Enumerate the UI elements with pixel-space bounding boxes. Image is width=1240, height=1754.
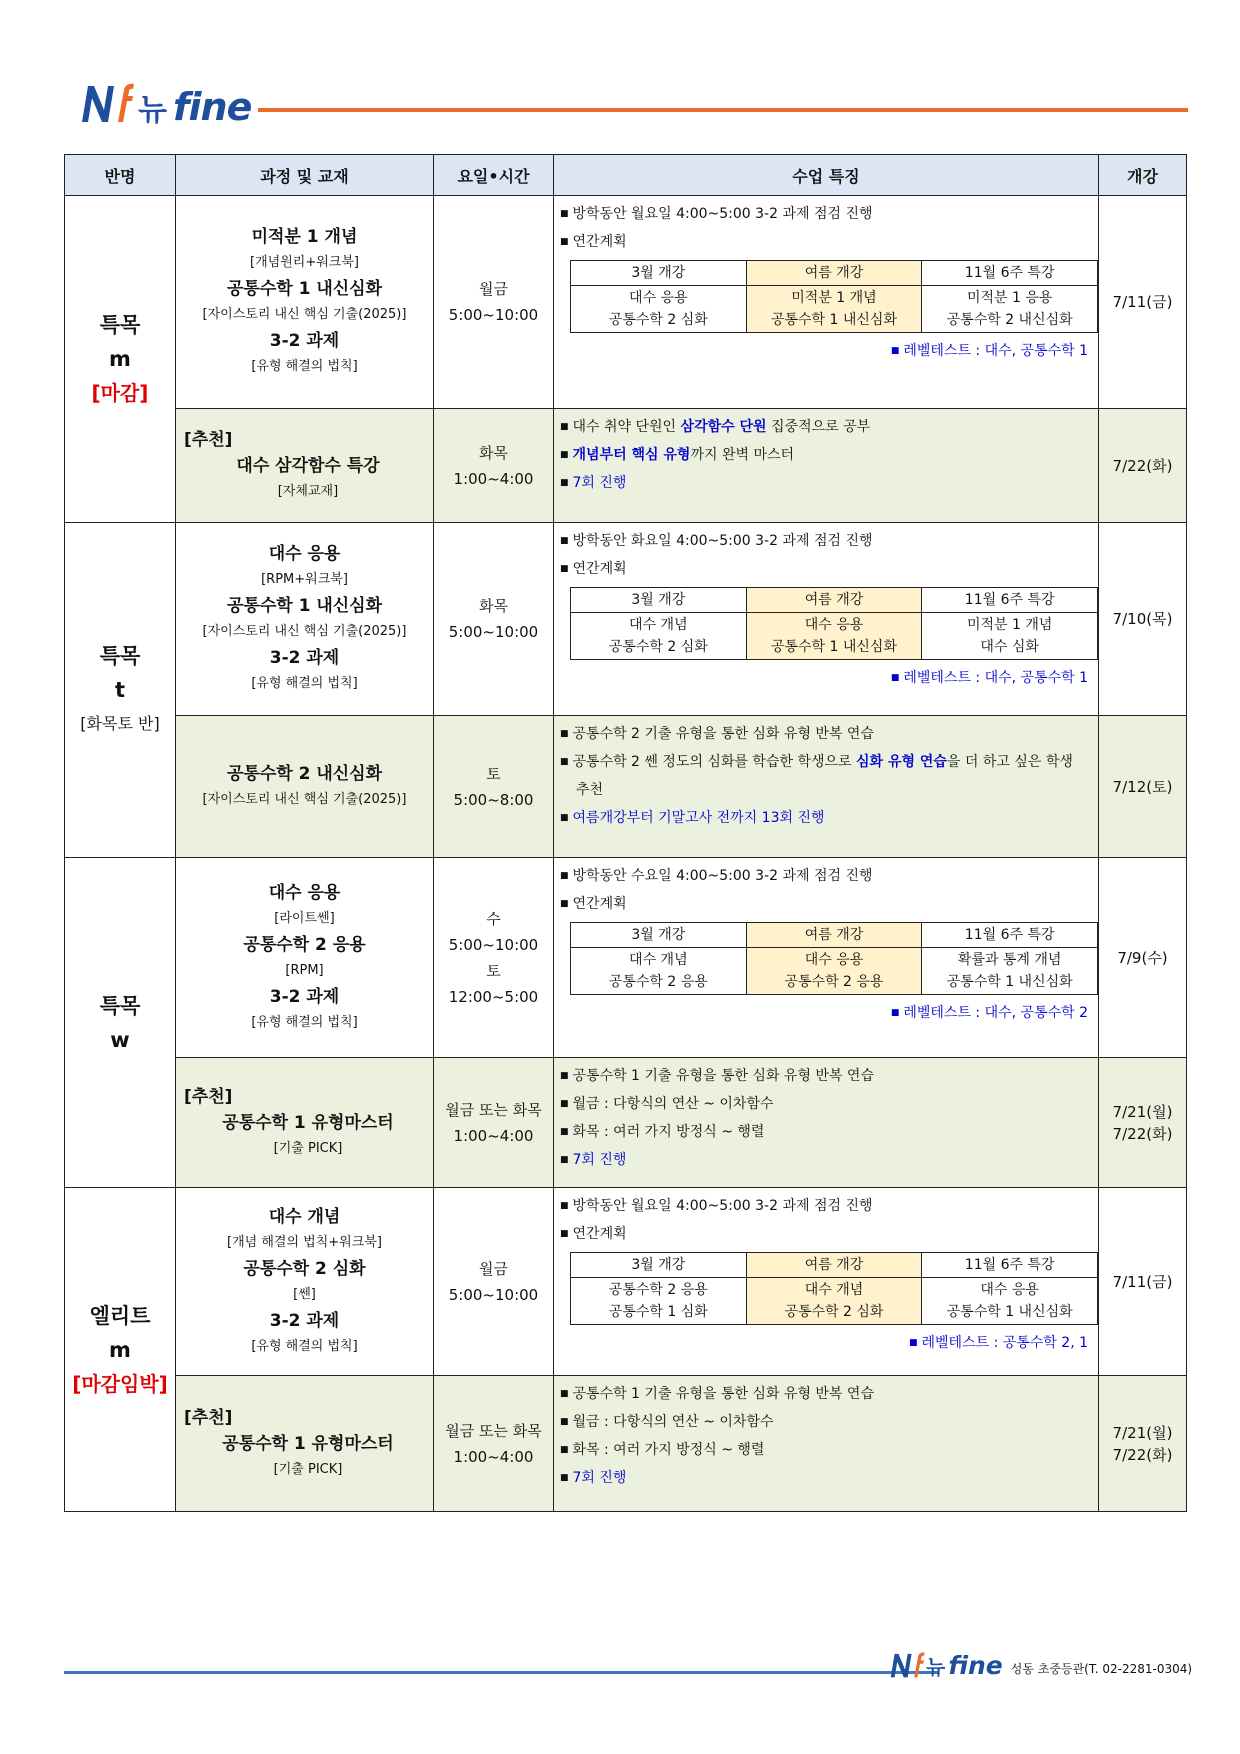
recommend-label: [추천] — [184, 429, 233, 450]
open-date-cell — [1099, 1188, 1187, 1376]
textbook-name: [유형 해결의 법칙] — [251, 1338, 358, 1354]
course-title: 3-2 과제 — [269, 1310, 340, 1331]
feature-bullet: ■ 연간계획 — [560, 1220, 1092, 1248]
table-row — [65, 196, 1187, 409]
feature-text: 추천 — [576, 782, 604, 798]
feature-cell — [554, 1058, 1099, 1188]
class-status-tag: [마감임박] — [72, 1371, 168, 1396]
plan-header-cell: 11월 6주 특강 — [922, 261, 1098, 286]
open-date-cell — [1099, 858, 1187, 1058]
footer-nf-logo-mark — [888, 1650, 926, 1680]
textbook-name: [자이스토리 내신 핵심 기출(2025)] — [202, 791, 407, 807]
time-cell — [434, 1058, 554, 1188]
plan-body-cell — [746, 286, 922, 333]
open-date-cell — [1099, 716, 1187, 858]
feature-bullet — [560, 1118, 1092, 1146]
open-date: 7/21(월) — [1112, 1102, 1173, 1121]
class-code: t — [114, 678, 126, 702]
plan-header-cell: 3월 개강 — [571, 261, 747, 286]
table-row — [65, 523, 1187, 716]
feature-text: 을 더 하고 싶은 학생 — [946, 754, 1073, 770]
class-name-cell — [65, 858, 176, 1188]
plan-header-cell: 여름 개강 — [746, 588, 922, 613]
plan-subject: 대수 심화 — [980, 639, 1039, 655]
plan-subject: 대수 응용 — [629, 290, 688, 306]
time-cell — [434, 523, 554, 716]
time-line: 토 — [486, 961, 501, 980]
feature-cell — [554, 716, 1099, 858]
plan-body-cell — [571, 1278, 747, 1325]
footer-brand-en: fine — [948, 1651, 1003, 1680]
feature-text: 까지 완벽 마스터 — [690, 447, 795, 463]
course-title: 공통수학 2 내신심화 — [226, 763, 383, 784]
feature-bullet: ■ 방학동안 수요일 4:00~5:00 3-2 과제 점검 진행 — [560, 862, 1092, 890]
plan-body-row — [571, 1278, 1098, 1325]
plan-subject: 공통수학 2 내신심화 — [946, 312, 1073, 328]
plan-subject: 대수 개념 — [629, 952, 688, 968]
class-name: 특목 — [99, 644, 141, 668]
feature-bullet — [560, 1436, 1092, 1464]
time-line: 월금 또는 화목 — [445, 1421, 542, 1440]
time-cell — [434, 1188, 554, 1376]
feature-bullet — [560, 776, 1092, 804]
class-status-tag: [화목토 반] — [80, 714, 160, 733]
table-row — [65, 1058, 1187, 1188]
plan-subject: 공통수학 1 내신심화 — [946, 1304, 1073, 1320]
open-date: 7/12(토) — [1112, 777, 1173, 796]
open-date-cell — [1099, 196, 1187, 409]
plan-subject: 공통수학 1 내신심화 — [770, 639, 897, 655]
plan-header-row — [571, 1253, 1098, 1278]
plan-header-cell: 11월 6주 특강 — [922, 1253, 1098, 1278]
textbook-name: [라이트쎈] — [274, 910, 335, 926]
time-line: 5:00~10:00 — [448, 935, 539, 954]
textbook-name: [쎈] — [293, 1286, 316, 1302]
time-cell — [434, 409, 554, 523]
plan-subject: 대수 응용 — [804, 617, 864, 633]
class-name-cell — [65, 1188, 176, 1512]
textbook-name: [자이스토리 내신 핵심 기출(2025)] — [202, 624, 407, 639]
time-line: 5:00~8:00 — [453, 790, 534, 809]
time-cell — [434, 1376, 554, 1512]
textbook-name: [유형 해결의 법칙] — [251, 1014, 358, 1030]
table-row — [65, 716, 1187, 858]
feature-bullet — [560, 1464, 1092, 1492]
plan-header-cell: 3월 개강 — [571, 1253, 747, 1278]
feature-text: 공통수학 2 기출 유형을 통한 심화 유형 반복 연습 — [572, 726, 874, 742]
plan-subject: 공통수학 1 내신심화 — [946, 974, 1073, 990]
annual-plan-table — [570, 1252, 1098, 1325]
plan-header-cell: 3월 개강 — [571, 923, 747, 948]
header-time: 요일•시간 — [434, 155, 554, 196]
feature-bullet: ■ 연간계획 — [560, 555, 1092, 583]
plan-subject: 공통수학 1 내신심화 — [770, 312, 897, 328]
plan-body-cell — [922, 286, 1098, 333]
open-date: 7/22(화) — [1112, 1124, 1173, 1143]
table-row — [65, 858, 1187, 1058]
plan-body-row — [571, 286, 1098, 333]
feature-text: 월금 : 다항식의 연산 ~ 이차함수 — [572, 1096, 774, 1112]
open-date-cell — [1099, 1058, 1187, 1188]
course-title: 대수 개념 — [268, 1206, 341, 1227]
plan-body-row — [571, 948, 1098, 995]
feature-cell — [554, 196, 1099, 409]
open-date: 7/22(화) — [1112, 1445, 1173, 1464]
course-cell — [176, 1376, 434, 1512]
feature-text: 화목 : 여러 가지 방정식 ~ 행렬 — [572, 1442, 765, 1458]
table-row — [65, 1376, 1187, 1512]
time-cell — [434, 196, 554, 409]
textbook-name: [유형 해결의 법칙] — [251, 676, 358, 691]
brand-en: fine — [172, 85, 252, 129]
feature-text: 7회 진행 — [572, 1152, 627, 1168]
class-name-cell — [65, 196, 176, 523]
feature-cell — [554, 1376, 1099, 1512]
level-test-note: ■ 레벨테스트 : 대수, 공통수학 2 — [560, 1001, 1092, 1025]
time-line: 5:00~10:00 — [448, 1285, 539, 1304]
plan-subject: 미적분 1 개념 — [791, 290, 877, 306]
plan-body-cell — [746, 948, 922, 995]
plan-body-cell — [746, 613, 922, 660]
header-class: 반명 — [65, 155, 176, 196]
course-cell — [176, 523, 434, 716]
open-date: 7/21(월) — [1112, 1423, 1173, 1442]
plan-subject: 공통수학 2 응용 — [608, 1282, 708, 1298]
class-name-cell — [65, 523, 176, 858]
time-line: 화목 — [479, 443, 508, 462]
plan-subject: 대수 응용 — [804, 952, 864, 968]
feature-text: 집중적으로 공부 — [766, 419, 871, 435]
time-line: 1:00~4:00 — [453, 469, 534, 488]
course-cell — [176, 858, 434, 1058]
time-line: 월금 또는 화목 — [445, 1100, 542, 1119]
class-name: 특목 — [99, 993, 141, 1018]
schedule-body — [65, 196, 1187, 1512]
textbook-name: [기출 PICK] — [273, 1140, 343, 1156]
course-cell — [176, 409, 434, 523]
textbook-name: [기출 PICK] — [273, 1461, 343, 1477]
course-title: 대수 응용 — [268, 544, 341, 564]
open-date: 7/10(목) — [1112, 610, 1173, 628]
plan-subject: 공통수학 1 심화 — [608, 1304, 708, 1320]
brand-logo — [78, 76, 252, 129]
class-code: m — [109, 347, 131, 371]
footer-branch-name: 성동 초중등관 — [1010, 1662, 1085, 1676]
feature-text: 개념부터 핵심 유형 — [572, 447, 691, 463]
course-title: 공통수학 1 내신심화 — [226, 279, 383, 299]
course-cell — [176, 196, 434, 409]
level-test-note: ■ 레벨테스트 : 공통수학 2, 1 — [560, 1331, 1092, 1355]
plan-body-row — [571, 613, 1098, 660]
course-title: 공통수학 2 심화 — [243, 1258, 366, 1279]
feature-text: 7회 진행 — [572, 1470, 627, 1486]
feature-bullet — [560, 469, 1092, 497]
annual-plan-table — [570, 922, 1098, 995]
feature-cell — [554, 523, 1099, 716]
plan-body-cell — [922, 948, 1098, 995]
time-line: 5:00~10:00 — [448, 306, 539, 324]
plan-header-cell: 11월 6주 특강 — [922, 923, 1098, 948]
time-line: 수 — [486, 909, 501, 928]
time-line: 월금 — [479, 1259, 508, 1278]
class-code: w — [110, 1027, 130, 1052]
page-header — [78, 70, 1188, 130]
footer-brand-ko: 뉴 — [926, 1655, 946, 1679]
table-header-row — [65, 155, 1187, 196]
table-row — [65, 1188, 1187, 1376]
feature-bullet: ■ 방학동안 월요일 4:00~5:00 3-2 과제 점검 진행 — [560, 1192, 1092, 1220]
feature-bullet — [560, 1380, 1092, 1408]
header-feature: 수업 특징 — [554, 155, 1099, 196]
class-name: 엘리트 — [89, 1303, 151, 1328]
open-date: 7/9(수) — [1117, 948, 1168, 967]
feature-text: 대수 취약 단원인 — [572, 419, 681, 435]
plan-header-cell: 3월 개강 — [571, 588, 747, 613]
time-cell — [434, 858, 554, 1058]
textbook-name: [RPM+워크북] — [261, 572, 348, 587]
feature-text: 삼각함수 단원 — [680, 419, 767, 435]
level-test-note: ■ 레벨테스트 : 대수, 공통수학 1 — [560, 339, 1092, 363]
textbook-name: [RPM] — [285, 962, 324, 978]
open-date: 7/11(금) — [1112, 1272, 1173, 1291]
course-cell — [176, 1058, 434, 1188]
course-cell — [176, 1188, 434, 1376]
feature-text: 공통수학 1 기출 유형을 통한 심화 유형 반복 연습 — [572, 1068, 874, 1084]
plan-header-cell: 여름 개강 — [746, 261, 922, 286]
plan-subject: 미적분 1 개념 — [966, 617, 1053, 633]
feature-bullet — [560, 441, 1092, 469]
time-line: 토 — [486, 764, 501, 783]
schedule-table — [64, 154, 1187, 1512]
feature-text: 월금 : 다항식의 연산 ~ 이차함수 — [572, 1414, 774, 1430]
plan-subject: 대수 개념 — [804, 1282, 864, 1298]
feature-text: 여름개강부터 기말고사 전까지 13회 진행 — [572, 810, 825, 826]
feature-bullet — [560, 1062, 1092, 1090]
table-row — [65, 409, 1187, 523]
feature-text: 공통수학 2 쎈 정도의 심화를 학습한 학생으로 — [572, 754, 857, 770]
feature-bullet — [560, 804, 1092, 832]
feature-bullet — [560, 1408, 1092, 1436]
plan-body-cell — [571, 948, 747, 995]
textbook-name: [자체교재] — [277, 483, 339, 499]
header-open: 개강 — [1099, 155, 1187, 196]
feature-text: 7회 진행 — [572, 475, 627, 491]
feature-bullet — [560, 748, 1092, 776]
level-test-note: ■ 레벨테스트 : 대수, 공통수학 1 — [560, 666, 1092, 690]
time-line: 1:00~4:00 — [453, 1126, 534, 1145]
plan-header-cell: 11월 6주 특강 — [922, 588, 1098, 613]
footer-phone: (T. 02-2281-0304) — [1084, 1662, 1193, 1676]
feature-text: 화목 : 여러 가지 방정식 ~ 행렬 — [572, 1124, 765, 1140]
annual-plan-table — [570, 260, 1098, 333]
course-title: 3-2 과제 — [269, 986, 340, 1007]
feature-text: 심화 유형 연습 — [856, 754, 947, 770]
course-title: 3-2 과제 — [269, 648, 340, 668]
class-name: 특목 — [99, 313, 141, 337]
open-date-cell — [1099, 523, 1187, 716]
textbook-name: [개념원리+워크북] — [250, 255, 359, 270]
course-title: 공통수학 1 유형마스터 — [222, 1433, 394, 1454]
plan-subject: 공통수학 2 심화 — [608, 312, 708, 328]
plan-body-cell — [571, 613, 747, 660]
nf-logo-mark — [78, 80, 136, 126]
course-title: 대수 삼각함수 특강 — [236, 455, 380, 476]
open-date-cell — [1099, 409, 1187, 523]
class-code: m — [109, 1337, 131, 1362]
feature-cell — [554, 858, 1099, 1058]
course-title: 미적분 1 개념 — [251, 227, 358, 247]
course-title: 공통수학 1 유형마스터 — [222, 1112, 394, 1133]
plan-subject: 공통수학 2 심화 — [608, 639, 708, 655]
course-title: 공통수학 1 내신심화 — [226, 596, 383, 616]
plan-subject: 대수 응용 — [980, 1282, 1039, 1298]
feature-cell — [554, 409, 1099, 523]
plan-header-row — [571, 588, 1098, 613]
feature-bullet — [560, 1090, 1092, 1118]
plan-subject: 공통수학 2 응용 — [608, 974, 708, 990]
feature-bullet: ■ 방학동안 화요일 4:00~5:00 3-2 과제 점검 진행 — [560, 527, 1092, 555]
course-title: 3-2 과제 — [269, 331, 340, 351]
course-cell — [176, 716, 434, 858]
recommend-label: [추천] — [184, 1407, 233, 1428]
open-date-cell — [1099, 1376, 1187, 1512]
footer-logo — [888, 1650, 1192, 1680]
textbook-name: [자이스토리 내신 핵심 기출(2025)] — [202, 307, 407, 322]
feature-text: 공통수학 1 기출 유형을 통한 심화 유형 반복 연습 — [572, 1386, 874, 1402]
plan-subject: 확률과 통계 개념 — [957, 952, 1062, 968]
feature-bullet — [560, 1146, 1092, 1174]
brand-ko: 뉴 — [138, 93, 167, 128]
plan-header-row — [571, 261, 1098, 286]
plan-header-cell: 여름 개강 — [746, 1253, 922, 1278]
open-date: 7/22(화) — [1112, 456, 1173, 475]
course-title: 대수 응용 — [268, 882, 341, 903]
recommend-label: [추천] — [184, 1086, 233, 1107]
header-course: 과정 및 교재 — [176, 155, 434, 196]
feature-bullet — [560, 413, 1092, 441]
textbook-name: [유형 해결의 법칙] — [251, 359, 358, 374]
header-rule — [258, 108, 1188, 112]
annual-plan-table — [570, 587, 1098, 660]
course-title: 공통수학 2 응용 — [243, 934, 366, 955]
time-line: 월금 — [479, 280, 508, 298]
plan-body-cell — [571, 286, 747, 333]
plan-subject: 공통수학 2 응용 — [784, 974, 884, 990]
feature-cell — [554, 1188, 1099, 1376]
time-line: 5:00~10:00 — [448, 623, 539, 641]
feature-bullet: ■ 연간계획 — [560, 890, 1092, 918]
plan-header-row — [571, 923, 1098, 948]
class-status-tag: [마감] — [91, 381, 149, 405]
plan-body-cell — [922, 1278, 1098, 1325]
time-line: 12:00~5:00 — [448, 987, 539, 1006]
time-line: 1:00~4:00 — [453, 1447, 534, 1466]
plan-header-cell: 여름 개강 — [746, 923, 922, 948]
feature-bullet — [560, 720, 1092, 748]
plan-subject: 대수 개념 — [629, 617, 688, 633]
plan-subject: 공통수학 2 심화 — [784, 1304, 884, 1320]
feature-bullet: ■ 방학동안 월요일 4:00~5:00 3-2 과제 점검 진행 — [560, 200, 1092, 228]
plan-body-cell — [922, 613, 1098, 660]
plan-subject: 미적분 1 응용 — [966, 290, 1053, 306]
footer-branch — [1011, 1660, 1192, 1677]
time-cell — [434, 716, 554, 858]
feature-bullet: ■ 연간계획 — [560, 228, 1092, 256]
textbook-name: [개념 해결의 법칙+워크북] — [227, 1234, 382, 1250]
time-line: 화목 — [479, 597, 508, 615]
footer-rule — [64, 1671, 939, 1674]
plan-body-cell — [746, 1278, 922, 1325]
open-date: 7/11(금) — [1112, 293, 1173, 311]
